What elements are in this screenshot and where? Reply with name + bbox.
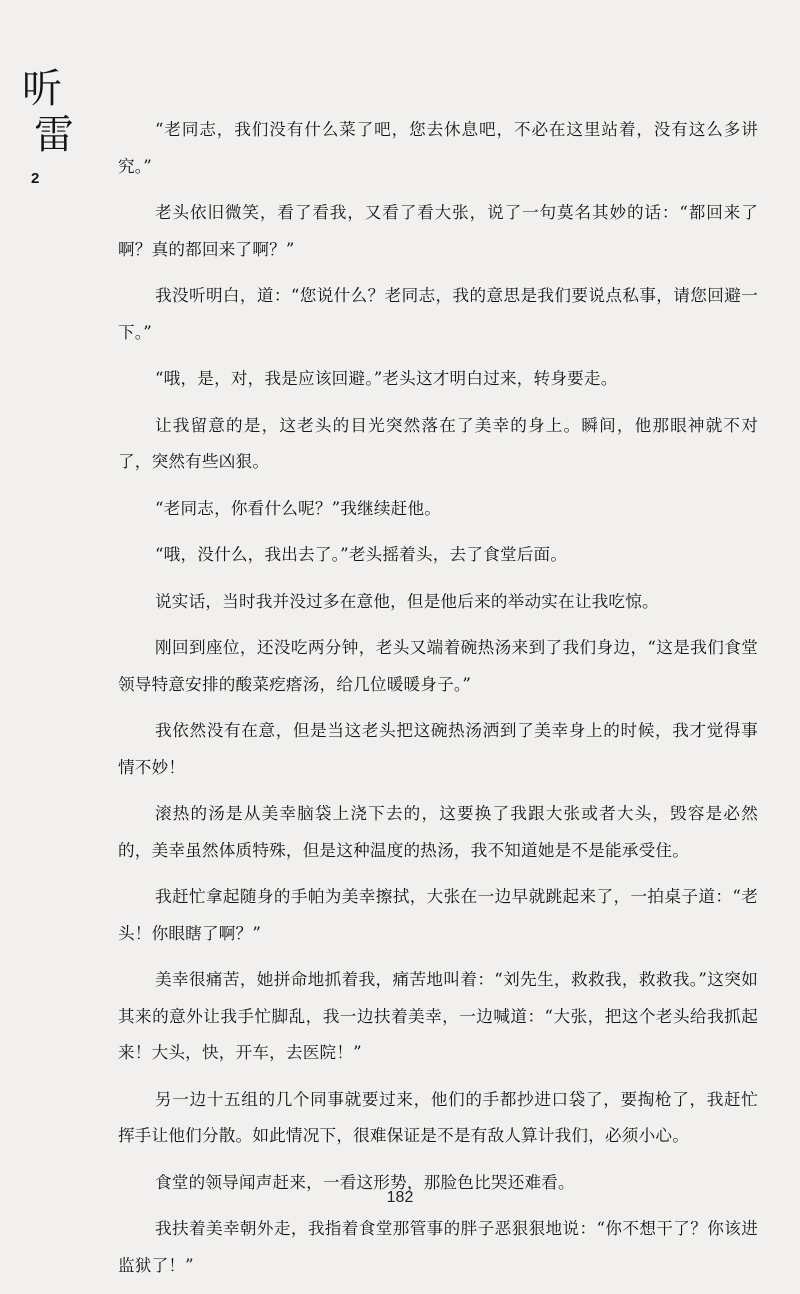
paragraph: “老同志，我们没有什么菜了吧，您去休息吧，不必在这里站着，没有这么多讲究。” (118, 120, 758, 176)
paragraph: 我依然没有在意，但是当这老头把这碗热汤洒到了美幸身上的时候，我才觉得事情不妙！ (118, 721, 758, 777)
paragraph: 我扶着美幸朝外走，我指着食堂那管事的胖子恶狠狠地说：“你不想干了？你该进监狱了！” (118, 1219, 758, 1275)
paragraph: 另一边十五组的几个同事就要过来，他们的手都抄进口袋了，要掏枪了，我赶忙挥手让他们分散。如此情况下，很难保证是不是有敌人算计我们，必须小心。 (118, 1089, 758, 1145)
paragraph: “哦，没什么，我出去了。”老头摇着头，去了食堂后面。 (155, 545, 568, 564)
paragraph: 让我留意的是，这老头的目光突然落在了美幸的身上。瞬间，他那眼神就不对了，突然有些凶狠。 (118, 415, 758, 471)
series-title (22, 66, 82, 158)
paragraph: “老同志，你看什么呢？”我继续赶他。 (155, 498, 442, 518)
paragraph: 滚热的汤是从美幸脑袋上浇下去的，这要换了我跟大张或者大头，毁容是必然的，美幸虽然体质特殊，但是这种温度的热汤，我不知道她是不是能承受住。 (118, 804, 758, 860)
paragraph: 我赶忙拿起随身的手帕为美幸擦拭，大张在一边早就跳起来了，一拍桌子道：“老头！你眼瞎了啊？” (118, 887, 758, 943)
series-title-char-2: 雷 (34, 112, 74, 158)
paragraph: 我没听明白，道：“您说什么？老同志，我的意思是我们要说点私事，请您回避一下。” (118, 286, 758, 342)
page-number: 182 (386, 1189, 414, 1206)
paragraph: 食堂的领导闻声赶来，一看这形势，那脸色比哭还难看。 (155, 1172, 575, 1192)
paragraph: 老头依旧微笑，看了看我，又看了看大张，说了一句莫名其妙的话：“都回来了啊？真的都回来了啊？” (118, 203, 758, 259)
paragraph: “哦，是，对，我是应该回避。”老头这才明白过来，转身要走。 (155, 369, 618, 388)
paragraph: 说实话，当时我并没过多在意他，但是他后来的举动实在让我吃惊。 (155, 591, 659, 611)
body-text (118, 112, 758, 1294)
series-title-char-1: 听 (22, 66, 62, 112)
volume-number: 2 (31, 170, 40, 187)
paragraph: 刚回到座位，还没吃两分钟，老头又端着碗热汤来到了我们身边，“这是我们食堂领导特意安排的酸菜疙瘩汤，给几位暖暖身子。” (118, 638, 758, 694)
paragraph: 美幸很痛苦，她拼命地抓着我，痛苦地叫着：“刘先生，救救我，救救我。”这突如其来的意外让我手忙脚乱，我一边扶着美幸，一边喊道：“大张，把这个老头给我抓起来！大头，快，开车，去医院！” (118, 970, 758, 1062)
